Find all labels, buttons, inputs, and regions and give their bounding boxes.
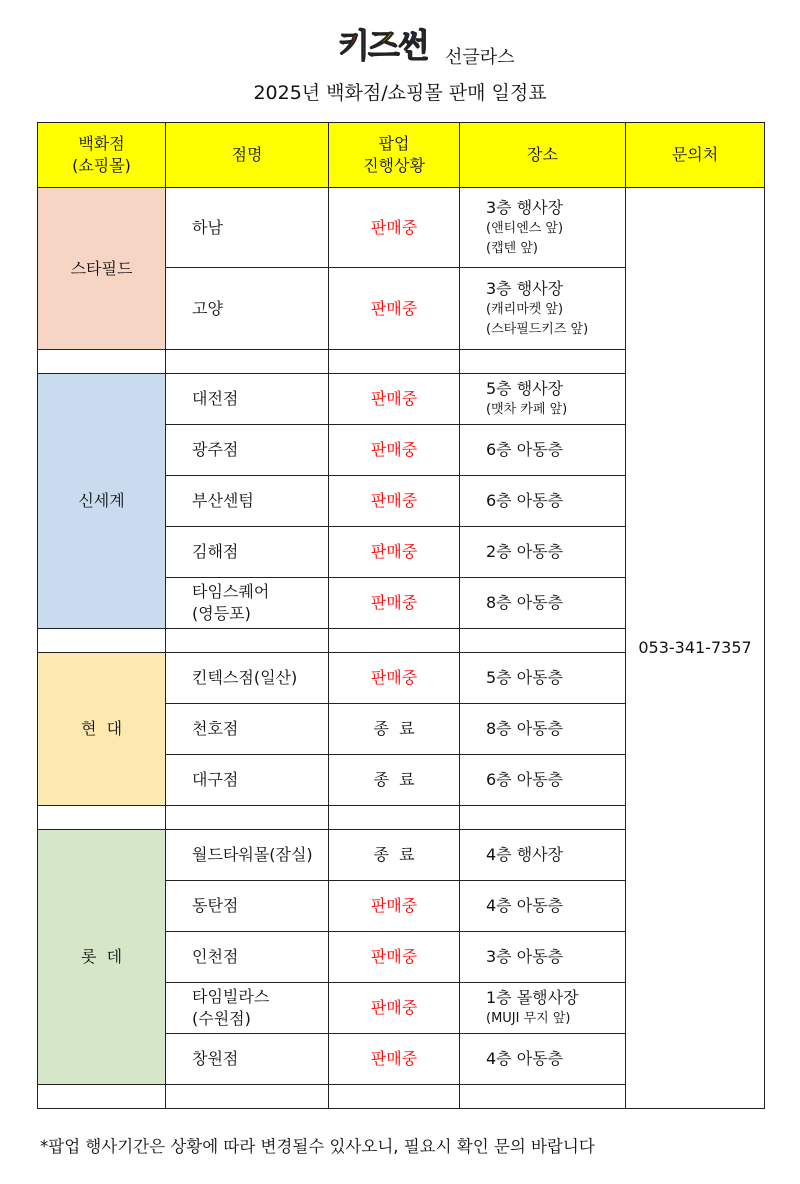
location-main: 4층 행사장 [486, 845, 564, 864]
location-cell [460, 653, 626, 704]
status-cell: 판매중 [329, 268, 460, 350]
status-cell: 판매중 [329, 1034, 460, 1085]
spacer-cell [460, 350, 626, 374]
location-detail: (스타필드키즈 앞) [486, 321, 589, 337]
dept-cell: 스타필드 [38, 188, 166, 350]
location-main: 8층 아동층 [486, 719, 564, 738]
store-cell: 월드타워몰(잠실) [166, 830, 329, 881]
store-cell: 타임빌라스 (수원점) [166, 983, 329, 1034]
brand-logo [338, 26, 428, 66]
location-cell [460, 830, 626, 881]
store-cell: 킨텍스점(일산) [166, 653, 329, 704]
logo-char-1: 키 [338, 26, 368, 65]
spacer-cell [460, 629, 626, 653]
header-status: 팝업 진행상황 [329, 123, 460, 188]
location-detail: (캡텐 앞) [486, 240, 538, 256]
status-cell: 판매중 [329, 881, 460, 932]
status-cell: 종 료 [329, 704, 460, 755]
spacer-cell [329, 629, 460, 653]
location-cell [460, 755, 626, 806]
spacer-cell [329, 1085, 460, 1109]
location-main: 5층 아동층 [486, 668, 564, 687]
logo-char-3: 썬 [397, 26, 428, 65]
store-cell: 하남 [166, 188, 329, 268]
location-cell [460, 1034, 626, 1085]
location-main: 8층 아동층 [486, 593, 564, 612]
location-cell [460, 188, 626, 268]
store-cell: 대구점 [166, 755, 329, 806]
schedule-body [38, 188, 765, 1109]
store-cell: 김해점 [166, 527, 329, 578]
location-cell [460, 704, 626, 755]
location-cell [460, 374, 626, 425]
table-row [38, 188, 765, 268]
location-main: 6층 아동층 [486, 491, 564, 510]
store-cell: 창원점 [166, 1034, 329, 1085]
location-main: 3층 행사장 [486, 197, 564, 217]
location-detail: (MUJI 무지 앞) [486, 1011, 571, 1026]
location-cell [460, 983, 626, 1034]
location-cell [460, 476, 626, 527]
dept-cell: 롯 데 [38, 830, 166, 1085]
location-main: 4층 아동층 [486, 896, 564, 915]
page-header [0, 0, 800, 120]
header-store: 점명 [166, 123, 329, 188]
header-row [38, 123, 765, 188]
footnote: *팝업 행사기간은 상황에 따라 변경될수 있사오니, 필요시 확인 문의 바랍니다 [40, 1137, 595, 1156]
location-main: 6층 아동층 [486, 770, 564, 789]
location-main: 4층 아동층 [486, 1049, 564, 1068]
spacer-cell [329, 350, 460, 374]
spacer-cell [166, 806, 329, 830]
contact-phone: 053-341-7357 [626, 188, 765, 1109]
logo-char-2: 즈 [367, 26, 398, 65]
location-cell [460, 578, 626, 629]
location-cell [460, 425, 626, 476]
location-main: 3층 아동층 [486, 947, 564, 966]
location-cell [460, 932, 626, 983]
store-cell: 천호점 [166, 704, 329, 755]
location-main: 5층 행사장 [486, 379, 564, 398]
location-detail: (맷차 카페 앞) [486, 402, 568, 417]
status-cell: 판매중 [329, 578, 460, 629]
header-location: 장소 [460, 123, 626, 188]
spacer-cell [460, 1085, 626, 1109]
store-cell: 대전점 [166, 374, 329, 425]
store-cell: 인천점 [166, 932, 329, 983]
status-cell: 종 료 [329, 755, 460, 806]
location-detail: (캐리마켓 앞) [486, 301, 564, 317]
dept-cell: 신세계 [38, 374, 166, 629]
store-cell: 타임스퀘어 (영등포) [166, 578, 329, 629]
status-cell: 판매중 [329, 983, 460, 1034]
status-cell: 판매중 [329, 653, 460, 704]
status-cell: 판매중 [329, 527, 460, 578]
location-cell [460, 268, 626, 350]
spacer-cell [460, 806, 626, 830]
schedule-table [37, 122, 765, 1109]
location-main: 1층 몰행사장 [486, 988, 579, 1007]
store-cell: 광주점 [166, 425, 329, 476]
status-cell: 판매중 [329, 374, 460, 425]
store-cell: 고양 [166, 268, 329, 350]
location-main: 6층 아동층 [486, 440, 564, 459]
status-cell: 판매중 [329, 932, 460, 983]
location-cell [460, 527, 626, 578]
brand-subtitle: 선글라스 [445, 47, 515, 68]
location-cell [460, 881, 626, 932]
spacer-cell [38, 350, 166, 374]
page-title: 2025년 백화점/쇼핑몰 판매 일정표 [253, 82, 547, 104]
location-main: 3층 행사장 [486, 278, 564, 298]
location-detail: (앤티엔스 앞) [486, 220, 564, 236]
spacer-cell [38, 1085, 166, 1109]
status-cell: 판매중 [329, 476, 460, 527]
dept-cell: 현 대 [38, 653, 166, 806]
store-cell: 동탄점 [166, 881, 329, 932]
header-dept: 백화점 (쇼핑몰) [38, 123, 166, 188]
spacer-cell [166, 629, 329, 653]
status-cell: 판매중 [329, 425, 460, 476]
spacer-cell [329, 806, 460, 830]
status-cell: 종 료 [329, 830, 460, 881]
status-cell: 판매중 [329, 188, 460, 268]
spacer-cell [38, 629, 166, 653]
store-cell: 부산센텀 [166, 476, 329, 527]
spacer-cell [166, 1085, 329, 1109]
location-main: 2층 아동층 [486, 542, 564, 561]
header-contact: 문의처 [626, 123, 765, 188]
spacer-cell [166, 350, 329, 374]
spacer-cell [38, 806, 166, 830]
